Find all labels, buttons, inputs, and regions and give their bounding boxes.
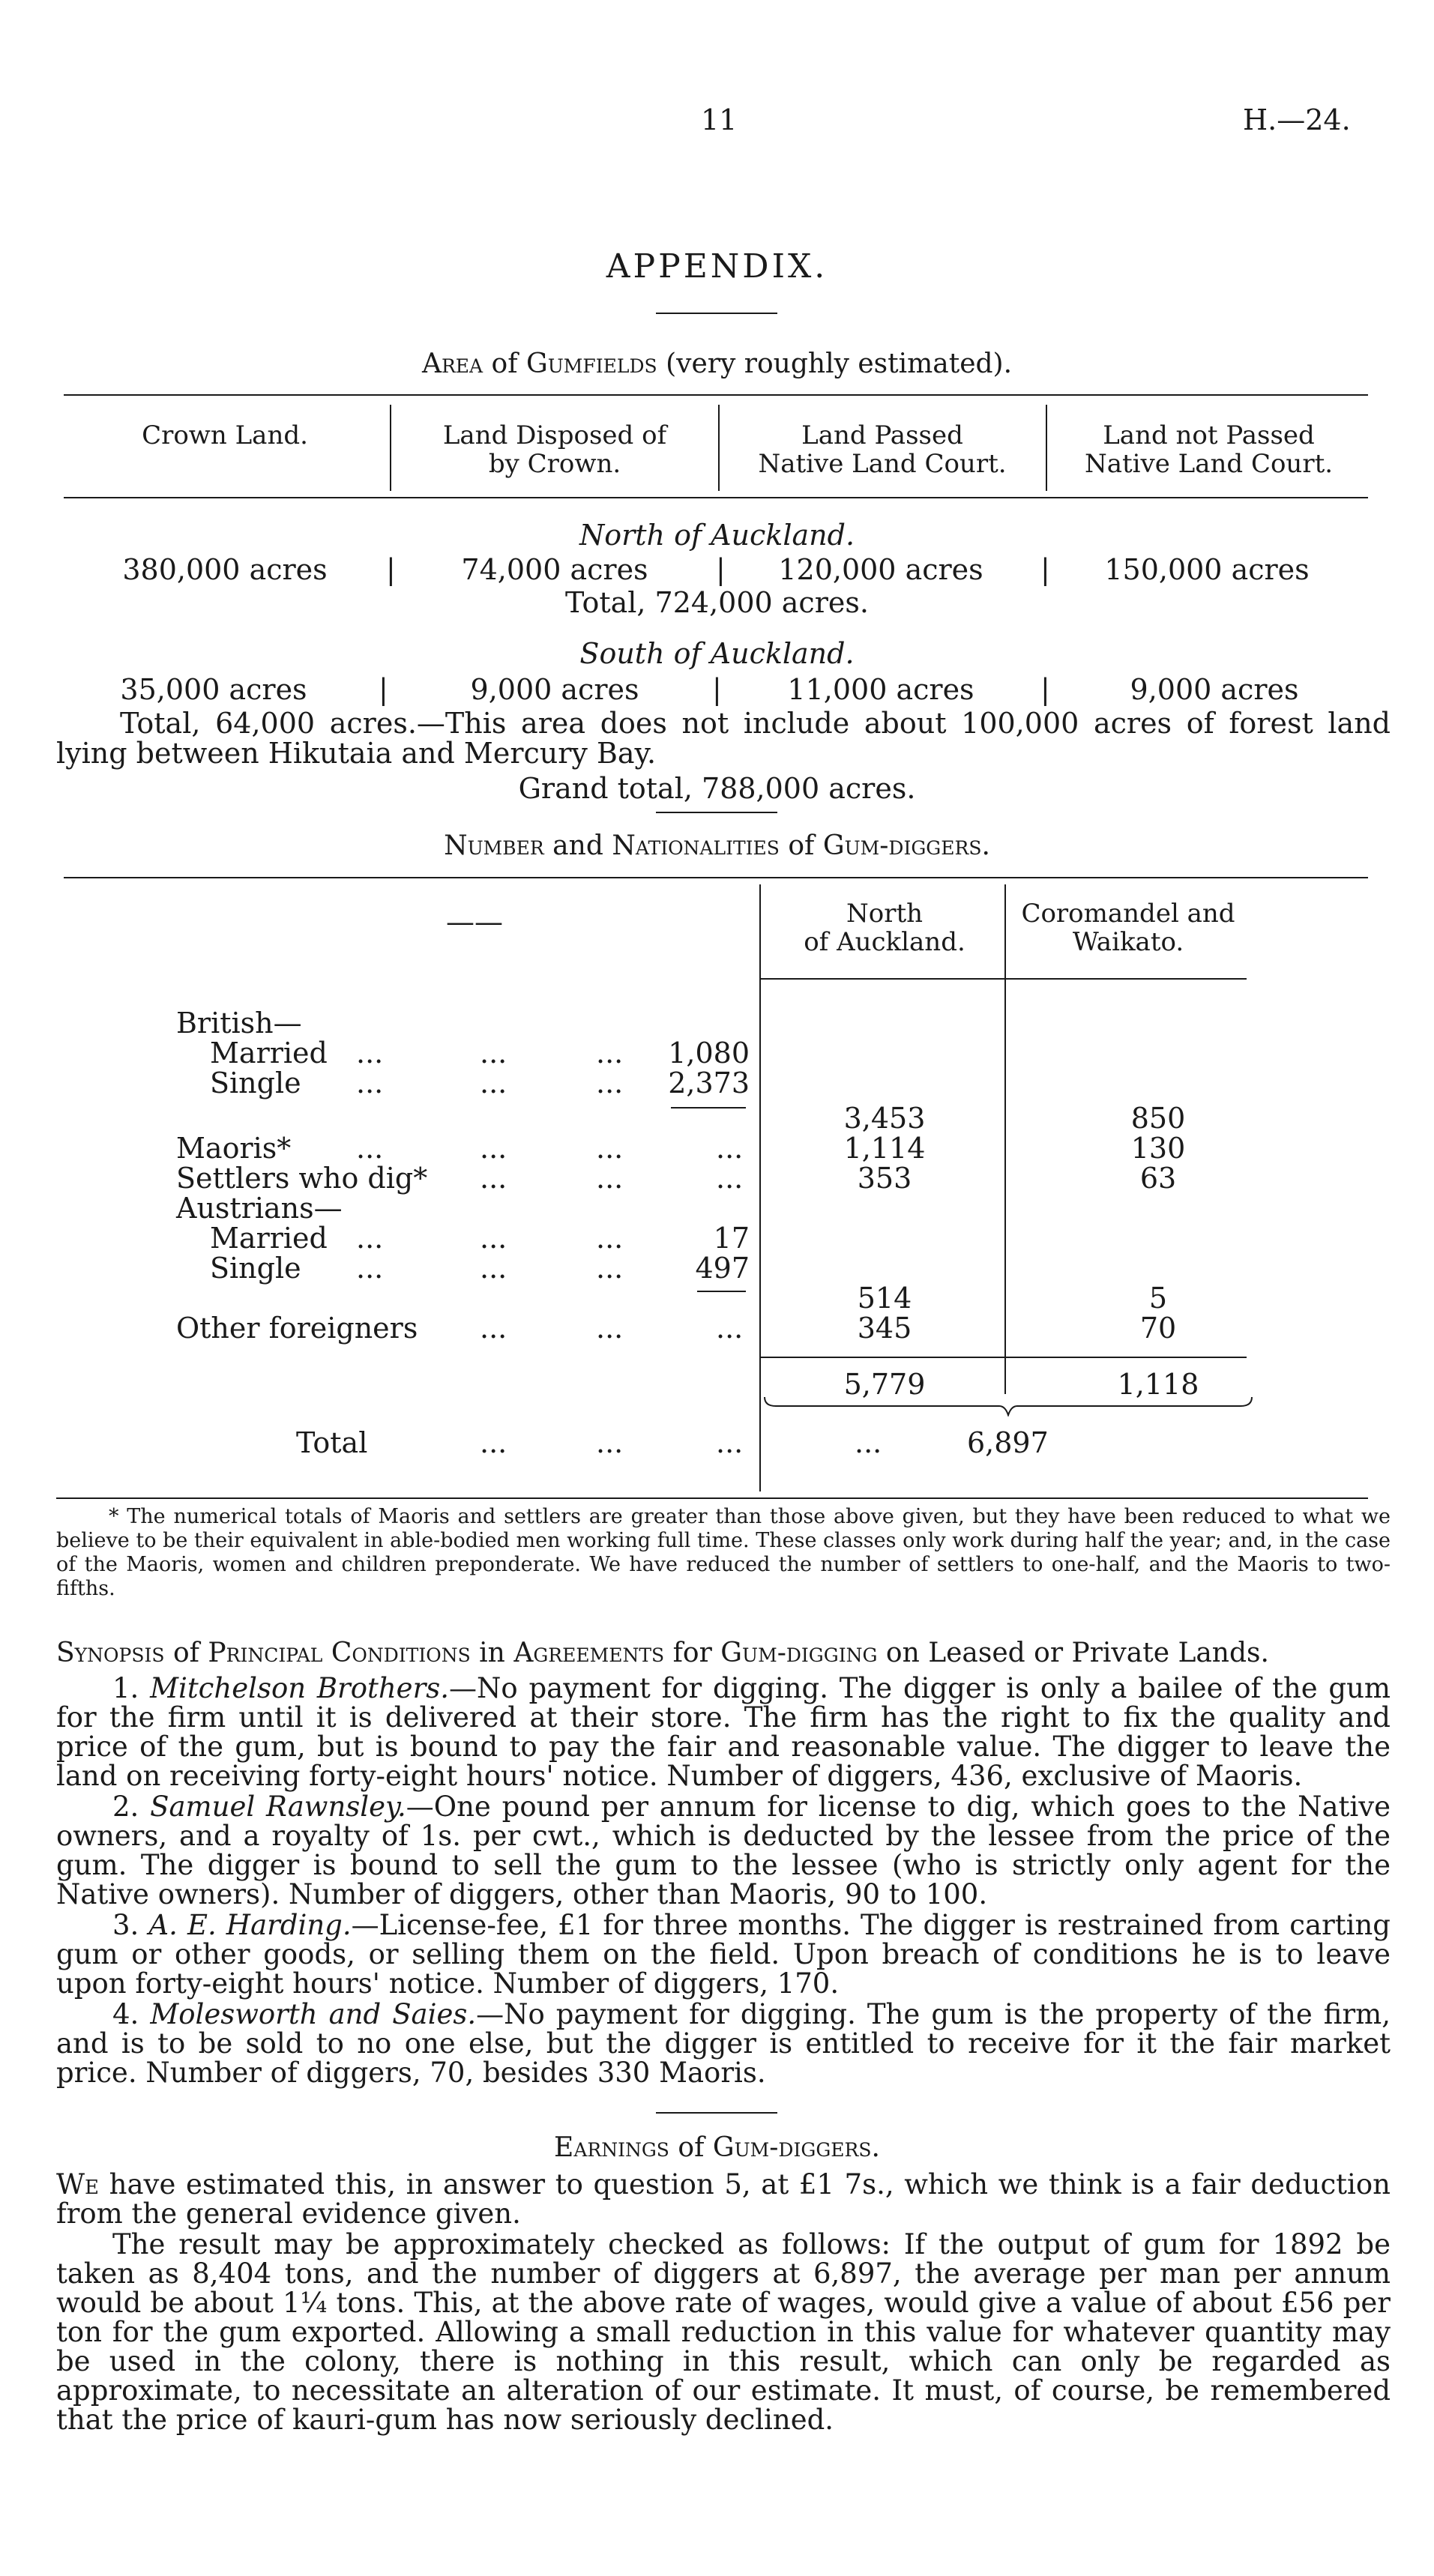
row-british-married: Married (210, 1037, 328, 1070)
footnote: * The numerical totals of Maoris and settlers are greater than those above given, but they have been reduced to what we believe to be their equivalent in able-bodied men working full time. These classes only work during half the year; and, in the case of the Maoris, women and children preponderate. We have reduced the number of settlers to one-half, and the Maoris to two-fifths. (56, 1505, 1391, 1600)
austrians-total-coromandel: 5 (1148, 1282, 1168, 1315)
north-crown-land: 380,000 acres (122, 553, 328, 586)
col-land-disposed: Land Disposed of by Crown. (442, 420, 667, 479)
col-coromandel-waikato: Coromandel and Waikato. (1021, 899, 1235, 957)
diggers-header-rule (759, 978, 1247, 980)
south-total: Total, 64,000 acres.—This area does not include about 100,000 acres of forest land lying between Hikutaia and Mercury Bay. (56, 707, 1391, 770)
north-total: Total, 724,000 acres. (565, 586, 869, 619)
row-british: British— (176, 1007, 302, 1040)
column-blank-dash: —— (446, 905, 503, 938)
earnings-paragraph-1: We have estimated this, in answer to question 5, at £1 7s., which we think is a fair deduction from the general evidence given. (56, 2168, 1391, 2230)
settlers-coromandel: 63 (1139, 1162, 1177, 1195)
maoris-coromandel: 130 (1130, 1132, 1186, 1165)
subtotal-rule (697, 1291, 746, 1292)
area-table-title: Area of Gumfields (very roughly estimated). (421, 349, 1013, 379)
north-land-disposed: 74,000 acres (461, 553, 648, 586)
col-divider (390, 405, 391, 491)
south-of-auckland-heading: South of Auckland. (579, 637, 855, 670)
col-divider (718, 405, 720, 491)
south-land-not-passed: 9,000 acres (1130, 673, 1299, 706)
synopsis-heading: Synopsis of Principal Conditions in Agreements for Gum-digging on Leased or Private Lands. (56, 1638, 1269, 1668)
row-settlers: Settlers who dig* (176, 1162, 428, 1195)
synopsis-item-2: 2. Samuel Rawnsley.—One pound per annum for license to dig, which goes to the Native owners, and a royalty of 1s. per cwt., which is deducted by the lessee from the price of the gum. The digger is bound to sell the gum to the lessee (who is strictly only agent for the Native owners). Number of diggers, other than Maoris, 90 to 100. (56, 1791, 1391, 1910)
south-crown-land: 35,000 acres (120, 673, 307, 706)
col-crown-land: Crown Land. (142, 420, 308, 450)
maoris-north: 1,114 (843, 1132, 926, 1165)
section-rule (656, 812, 777, 813)
other-foreigners-north: 345 (857, 1312, 912, 1345)
north-land-passed: 120,000 acres (778, 553, 983, 586)
subtotal-rule (671, 1107, 746, 1108)
sum-north: 5,779 (843, 1368, 926, 1401)
col-north-of-auckland: North of Auckland. (804, 899, 965, 957)
row-austrians-single: Single (210, 1252, 301, 1285)
north-land-not-passed: 150,000 acres (1104, 553, 1310, 586)
austrians-single-count: 497 (695, 1252, 750, 1285)
footnote-rule (56, 1497, 1368, 1499)
synopsis-item-3: 3. A. E. Harding.—License-fee, £1 for three months. The digger is restrained from carting gum or other goods, or selling them on the field. Upon breach of conditions he is to leave upon forty-eight hours' notice. Number of diggers, 170. (56, 1909, 1391, 2000)
diggers-table-title: Number and Nationalities of Gum-diggers. (444, 830, 990, 861)
col-land-not-passed: Land not Passed Native Land Court. (1084, 420, 1334, 479)
section-rule (656, 2112, 777, 2114)
grand-total-diggers: 6,897 (967, 1426, 1049, 1459)
british-total-north: 3,453 (843, 1102, 926, 1135)
col-land-passed: Land Passed Native Land Court. (758, 420, 1007, 479)
total-brace (761, 1396, 1256, 1417)
row-austrians-married: Married (210, 1222, 328, 1255)
north-of-auckland-heading: North of Auckland. (579, 519, 855, 552)
diggers-table-divider (1004, 884, 1006, 1394)
row-other-foreigners: Other foreigners (176, 1312, 418, 1345)
synopsis-item-1: 1. Mitchelson Brothers.—No payment for digging. The digger is only a bailee of the gum for the firm until it is delivered at their store. The firm has the right to fix the quality and price of the gum, but is bound to pay the fair and reasonable value. The digger to leave the land on receiving forty-eight hours' notice. Number of diggers, 436, exclusive of Maoris. (56, 1672, 1391, 1792)
row-total: Total (296, 1426, 368, 1459)
row-maoris: Maoris* (176, 1132, 292, 1165)
austrians-married-count: 17 (713, 1222, 750, 1255)
south-land-passed: 11,000 acres (787, 673, 974, 706)
page-number: 11 (701, 103, 738, 136)
row-british-single: Single (210, 1067, 301, 1100)
earnings-heading: Earnings of Gum-diggers. (554, 2132, 880, 2163)
area-table-top-rule (64, 394, 1368, 396)
page-title: APPENDIX. (606, 247, 828, 286)
british-married-count: 1,080 (668, 1037, 750, 1070)
south-land-disposed: 9,000 acres (470, 673, 639, 706)
sum-rule (759, 1357, 1247, 1358)
austrians-total-north: 514 (857, 1282, 912, 1315)
sum-coromandel: 1,118 (1117, 1368, 1199, 1401)
other-foreigners-coromandel: 70 (1139, 1312, 1177, 1345)
row-austrians: Austrians— (176, 1192, 343, 1225)
british-total-coromandel: 850 (1130, 1102, 1186, 1135)
settlers-north: 353 (857, 1162, 912, 1195)
grand-total: Grand total, 788,000 acres. (518, 772, 916, 805)
col-divider (1046, 405, 1047, 491)
british-single-count: 2,373 (668, 1067, 750, 1100)
diggers-table-top-rule (64, 877, 1368, 878)
area-table-header-rule (64, 497, 1368, 498)
title-rule (656, 313, 777, 314)
earnings-paragraph-2: The result may be approximately checked as follows: If the output of gum for 1892 be taken as 8,404 tons, and the number of diggers at 6,897, the average per man per annum would be about 1¼ tons. This, at the above rate of wages, would give a value of about £56 per ton for the gum exported. Allowing a small reduction in this value for whatever quantity may be used in the colony, there is nothing in this result, which can only be regarded as approximate, to necessitate an alteration of our estimate. It must, of course, be remembered that the price of kauri-gum has now seriously declined. (56, 2228, 1391, 2436)
document-reference: H.—24. (1243, 103, 1351, 136)
synopsis-item-4: 4. Molesworth and Saies.—No payment for digging. The gum is the property of the firm, and is to be sold to no one else, but the digger is entitled to receive for it the fair market price. Number of diggers, 70, besides 330 Maoris. (56, 1998, 1391, 2089)
